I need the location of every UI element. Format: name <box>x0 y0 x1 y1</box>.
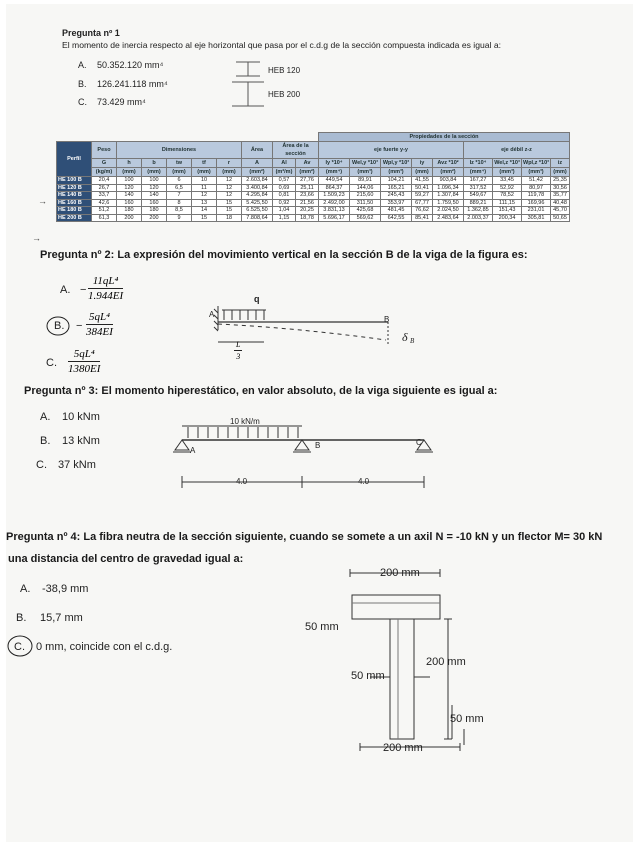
table-cell: 200 <box>142 214 167 222</box>
th-iyr-unit: (mm) <box>412 168 433 177</box>
q2-option-a-fraction <box>88 275 123 302</box>
table-cell: 0,81 <box>273 192 296 200</box>
table-cell: 20,25 <box>296 207 319 215</box>
table-cell-perfil: HE 200 B <box>57 214 92 222</box>
table-cell: 1.759,50 <box>433 199 464 207</box>
table-cell: 1.307,84 <box>433 192 464 200</box>
table-cell: 1,04 <box>273 207 296 215</box>
table-cell: 353,97 <box>381 199 412 207</box>
arrow-marker-heb200: → <box>32 233 41 243</box>
q1-option-c-letter[interactable]: C. <box>78 97 87 107</box>
th-perfil: Perfil <box>57 142 92 177</box>
q1-option-b-letter[interactable]: B. <box>78 79 87 89</box>
table-cell: 160 <box>142 199 167 207</box>
table-cell: 1.509,23 <box>319 192 350 200</box>
table-cell: 215,60 <box>350 192 381 200</box>
table-cell: 165,21 <box>381 184 412 192</box>
table-cell: 104,21 <box>381 177 412 185</box>
table-cell-perfil: HE 100 B <box>57 177 92 185</box>
heb200-label: HEB 200 <box>268 90 301 99</box>
q4-title-line2: una distancia del centro de gravedad igual a: <box>8 553 244 565</box>
q4-dim-top-width: 200 mm <box>380 567 420 579</box>
table-cell: 78,52 <box>493 192 522 200</box>
q2-option-b-letter[interactable]: B. <box>54 320 65 332</box>
table-cell: 45,70 <box>551 207 570 215</box>
table-cell-perfil: HE 120 B <box>57 184 92 192</box>
table-cell-perfil: HE 160 B <box>57 199 92 207</box>
heb120-label: HEB 120 <box>268 66 301 75</box>
table-cell: 180 <box>117 207 142 215</box>
table-cell: 0,92 <box>273 199 296 207</box>
th-al: Al <box>273 159 296 168</box>
table-cell: 25,35 <box>551 177 570 185</box>
table-cell: 76,62 <box>412 207 433 215</box>
table-cell: 27,76 <box>296 177 319 185</box>
table-cell-perfil: HE 140 B <box>57 192 92 200</box>
q4-option-a-value: -38,9 mm <box>42 583 89 595</box>
th-strong-axis: eje fuerte y-y <box>319 142 464 159</box>
q2-option-c-den: 1380EI <box>68 363 101 375</box>
table-cell: 1,15 <box>273 214 296 222</box>
table-cell: 15 <box>217 207 242 215</box>
q2-option-a-sign: − <box>80 284 87 296</box>
q3-option-c-letter[interactable]: C. <box>36 459 47 471</box>
table-cell: 26,7 <box>92 184 117 192</box>
q2-load-label: q <box>254 294 260 304</box>
th-peso-sym: G <box>92 159 117 168</box>
table-cell: 569,62 <box>350 214 381 222</box>
table-cell: 12 <box>217 184 242 192</box>
th-wely: Wel,y *10³ <box>350 159 381 168</box>
table-cell: 20,4 <box>92 177 117 185</box>
th-wely-unit: (mm³) <box>350 168 381 177</box>
th-col-tw: tw <box>167 159 192 168</box>
q2-option-c-num: 5qL⁴ <box>68 348 100 362</box>
table-cell: 59,27 <box>412 192 433 200</box>
table-row <box>57 184 570 192</box>
q2-span-den: 3 <box>236 352 241 361</box>
table-cell: 7.808,64 <box>242 214 273 222</box>
table-cell: 169,96 <box>522 199 551 207</box>
table-cell: 642,55 <box>381 214 412 222</box>
q2-option-b-fraction <box>86 311 113 338</box>
th-unit-h: (mm) <box>117 168 142 177</box>
q4-dim-flange-thk: 50 mm <box>305 621 339 633</box>
table-cell: 449,54 <box>319 177 350 185</box>
q4-option-b-letter[interactable]: B. <box>16 612 27 624</box>
q2-span-num: L <box>236 340 241 349</box>
th-welz: Wel,z *10³ <box>494 160 520 166</box>
table-cell: 200,34 <box>493 214 522 222</box>
th-area-shear: Área de la sección <box>273 142 319 159</box>
table-cell: 889,21 <box>464 199 493 207</box>
q2-option-c-fraction <box>68 348 100 375</box>
th-unit-r: (mm) <box>217 168 242 177</box>
table-cell: 231,01 <box>522 207 551 215</box>
q2-delta-symbol: δ <box>402 330 408 344</box>
table-cell: 33,45 <box>493 177 522 185</box>
table-cell: 85,41 <box>412 214 433 222</box>
table-row <box>57 192 570 200</box>
th-avz-unit: (mm²) <box>433 168 464 177</box>
table-cell: 8 <box>167 199 192 207</box>
table-cell: 4.295,84 <box>242 192 273 200</box>
q3-title: Pregunta nº 3: El momento hiperestático, en valor absoluto, de la viga siguiente es igual a: <box>24 385 498 397</box>
table-cell: 0,69 <box>273 184 296 192</box>
table-cell: 42,6 <box>92 199 117 207</box>
table-cell: 903,84 <box>433 177 464 185</box>
table-cell: 33,7 <box>92 192 117 200</box>
q1-option-c-value: 73.429 mm⁴ <box>97 97 146 107</box>
th-col-h: h <box>117 159 142 168</box>
q1-option-a-letter[interactable]: A. <box>78 60 87 70</box>
table-cell: 160 <box>117 199 142 207</box>
q4-dim-bot-width: 200 mm <box>383 742 423 754</box>
th-wply: Wpl,y *10³ <box>381 159 412 168</box>
table-cell: 2.483,64 <box>433 214 464 222</box>
th-izr-unit: (mm) <box>551 168 570 177</box>
table-cell: 13 <box>192 199 217 207</box>
table-row <box>57 207 570 215</box>
composite-section-sketch <box>228 58 268 113</box>
q3-support-b: B <box>315 441 321 450</box>
table-cell: 100 <box>117 177 142 185</box>
table-cell: 40,48 <box>551 199 570 207</box>
table-cell: 1.362,85 <box>464 207 493 215</box>
q2-option-c-letter[interactable]: C. <box>46 357 57 369</box>
table-cell: 10 <box>192 177 217 185</box>
table-cell: 15 <box>217 199 242 207</box>
q3-option-a-value: 10 kNm <box>62 411 100 423</box>
table-cell: 50,65 <box>551 214 570 222</box>
q3-option-b-value: 13 kNm <box>62 435 100 447</box>
q2-option-a-num: 11qL⁴ <box>88 275 123 289</box>
table-cell: 245,43 <box>381 192 412 200</box>
q3-span2-label: 4.0 <box>358 477 370 486</box>
q4-option-c-value: 0 mm, coincide con el c.d.g. <box>36 641 173 653</box>
table-cell: 151,43 <box>493 207 522 215</box>
table-cell: 2.603,84 <box>242 177 273 185</box>
q2-span-fraction <box>234 340 242 361</box>
table-cell: 12 <box>192 192 217 200</box>
table-cell: 111,15 <box>493 199 522 207</box>
table-row <box>57 214 570 222</box>
table-cell: 9 <box>167 214 192 222</box>
q4-title-line1: Pregunta nº 4: La fibra neutra de la sección siguiente, cuando se somete a un axil N = -10 kN y un flector M= 30 kN <box>6 531 603 543</box>
th-peso: Peso <box>92 142 117 159</box>
q3-option-c-value: 37 kNm <box>58 459 96 471</box>
th-col-r: r <box>217 159 242 168</box>
q3-support-a: A <box>190 446 196 455</box>
table-cell: 35,77 <box>551 192 570 200</box>
arrow-marker-heb120: → <box>38 196 47 206</box>
table-cell: 23,66 <box>296 192 319 200</box>
th-av: Av <box>296 159 319 168</box>
table-cell: 89,91 <box>350 177 381 185</box>
table-body <box>57 177 570 222</box>
table-cell: 18,78 <box>296 214 319 222</box>
th-wply-unit: (mm³) <box>381 168 412 177</box>
q2-option-a-den: 1.944EI <box>88 290 124 302</box>
q4-option-b-value: 15,7 mm <box>40 612 83 624</box>
th-area: Área <box>242 142 273 159</box>
q1-option-b-value: 126.241.118 mm⁴ <box>97 79 168 89</box>
th-iz-unit: (mm⁴) <box>464 168 493 177</box>
table-row <box>57 199 570 207</box>
table-cell: 41,55 <box>412 177 433 185</box>
q2-title: Pregunta nº 2: La expresión del movimiento vertical en la sección B de la viga de la figura es: <box>40 249 528 261</box>
table-cell-perfil: HE 180 B <box>57 207 92 215</box>
q2-delta-sub: B <box>410 337 415 345</box>
q4-dim-web-height: 200 mm <box>426 656 466 668</box>
th-iz: Iz *10⁴ <box>464 159 493 168</box>
q1-text: El momento de inercia respecto al eje horizontal que pasa por el c.d.g de la sección compuesta indicada es igual a: <box>62 40 502 50</box>
table-cell: 18 <box>217 214 242 222</box>
q3-option-b-letter[interactable]: B. <box>40 435 51 447</box>
table-cell: 67,77 <box>412 199 433 207</box>
th-iy-radius: iy <box>412 159 433 168</box>
table-cell: 50,41 <box>412 184 433 192</box>
th-col-b: b <box>142 159 167 168</box>
th-area-unit: (mm²) <box>242 168 273 177</box>
th-welz-unit: (mm³) <box>493 168 522 177</box>
table-cell: 317,52 <box>464 184 493 192</box>
q4-dim-bot-thk: 50 mm <box>450 713 484 725</box>
table-cell: 51,2 <box>92 207 117 215</box>
th-iy-unit: (mm⁴) <box>319 168 350 177</box>
table-cell: 7 <box>167 192 192 200</box>
table-cell: 6 <box>167 177 192 185</box>
table-cell: 3.831,13 <box>319 207 350 215</box>
table-cell: 119,78 <box>522 192 551 200</box>
table-cell: 140 <box>142 192 167 200</box>
table-cell: 12 <box>217 177 242 185</box>
th-weak-axis: eje débil z-z <box>464 142 570 159</box>
q2-option-b-sign: − <box>76 320 83 332</box>
table-cell: 305,81 <box>522 214 551 222</box>
table-cell: 120 <box>142 184 167 192</box>
table-cell: 2.024,50 <box>433 207 464 215</box>
table-cell: 11 <box>192 184 217 192</box>
table-cell: 180 <box>142 207 167 215</box>
continuous-beam-diagram <box>170 420 440 495</box>
q4-option-c-letter[interactable]: C. <box>14 641 25 653</box>
th-col-tf: tf <box>192 159 217 168</box>
table-cell: 8,5 <box>167 207 192 215</box>
table-cell: 5.425,50 <box>242 199 273 207</box>
table-cell: 21,56 <box>296 199 319 207</box>
q1-title: Pregunta nº 1 <box>62 28 120 38</box>
table-cell: 6.525,50 <box>242 207 273 215</box>
q3-span1-label: 4.0 <box>236 477 248 486</box>
table-cell: 549,67 <box>464 192 493 200</box>
table-cell: 2.492,00 <box>319 199 350 207</box>
table-cell: 311,50 <box>350 199 381 207</box>
th-wplz: Wpl,z *10³ <box>523 160 549 166</box>
q2-option-b-den: 384EI <box>86 326 113 338</box>
th-peso-unit: (kg/m) <box>92 168 117 177</box>
q1-option-a-value: 50.352.120 mm⁴ <box>97 60 164 70</box>
q3-load-label: 10 kN/m <box>230 417 260 426</box>
table-cell: 144,06 <box>350 184 381 192</box>
table-cell: 481,45 <box>381 207 412 215</box>
q4-option-a-letter[interactable]: A. <box>20 583 31 595</box>
th-area-sym: A <box>242 159 273 168</box>
q2-point-b: B <box>384 315 390 324</box>
table-cell: 14 <box>192 207 217 215</box>
table-cell: 15 <box>192 214 217 222</box>
table-cell: 1.096,34 <box>433 184 464 192</box>
table-cell: 100 <box>142 177 167 185</box>
table-cell: 0,57 <box>273 177 296 185</box>
table-cell: 120 <box>117 184 142 192</box>
q2-option-b-num: 5qL⁴ <box>86 311 113 325</box>
table-cell: 3.400,84 <box>242 184 273 192</box>
th-unit-tw: (mm) <box>167 168 192 177</box>
th-unit-b: (mm) <box>142 168 167 177</box>
table-cell: 6,5 <box>167 184 192 192</box>
table-row <box>57 177 570 185</box>
table-group-props: Propiedades de la sección <box>319 133 570 142</box>
table-cell: 12 <box>217 192 242 200</box>
table-cell: 25,11 <box>296 184 319 192</box>
q3-support-c: C <box>416 438 422 447</box>
th-avz: Avz *10² <box>433 159 464 168</box>
q3-option-a-letter[interactable]: A. <box>40 411 51 423</box>
table-cell: 425,68 <box>350 207 381 215</box>
q2-point-a: A <box>209 310 215 319</box>
table-cell: 200 <box>117 214 142 222</box>
table-cell: 140 <box>117 192 142 200</box>
th-av-unit: (mm²) <box>296 168 319 177</box>
th-dims: Dimensiones <box>117 142 242 159</box>
th-iz-radius: iz <box>551 159 570 168</box>
table-cell: 2.003,37 <box>464 214 493 222</box>
th-unit-tf: (mm) <box>192 168 217 177</box>
table-cell: 864,37 <box>319 184 350 192</box>
th-wplz-unit: (mm³) <box>522 168 551 177</box>
table-cell: 5.696,17 <box>319 214 350 222</box>
table-cell: 167,27 <box>464 177 493 185</box>
table-cell: 80,97 <box>522 184 551 192</box>
th-iy: Iy *10⁴ <box>319 159 350 168</box>
table-cell: 51,42 <box>522 177 551 185</box>
q4-dim-web-width: 50 mm <box>351 670 385 682</box>
th-al-unit: (m²/m) <box>273 168 296 177</box>
table-cell: 30,56 <box>551 184 570 192</box>
q2-option-a-letter[interactable]: A. <box>60 284 71 296</box>
table-cell: 61,3 <box>92 214 117 222</box>
table-cell: 52,92 <box>493 184 522 192</box>
heb-properties-table <box>56 132 570 222</box>
